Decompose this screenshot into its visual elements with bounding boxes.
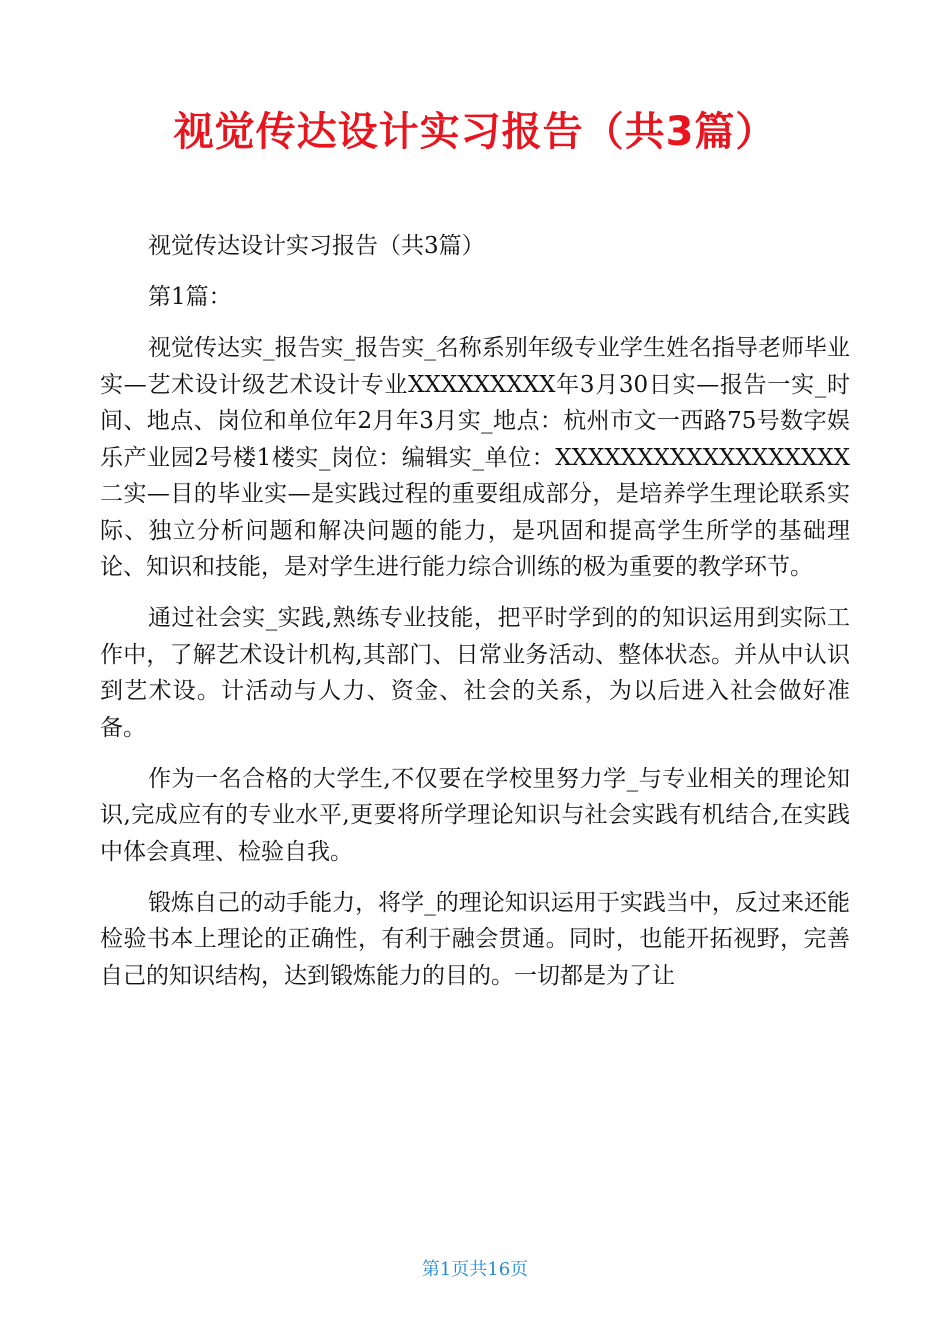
paragraph-social-practice: 通过社会实_实践,熟练专业技能，把平时学到的的知识运用到实际工作中，了解艺术设计机构,其部门、日常业务活动、整体状态。并从中认识到艺术设。计活动与人力、资金、社会的关系，为以后进入社会做好准备。 xyxy=(100,605,850,741)
paragraph-report-info: 视觉传达实_报告实_报告实_名称系别年级专业学生姓名指导老师毕业实—艺术设计级艺术设计专业XXXXXXXXX年3月30日实—报告一实_时间、地点、岗位和单位年2月年3月实_地点：杭州市文一西路75号数字娱乐产业园2号楼1楼实_岗位：编辑实_单位：XXXXXXXXXXXXXXXXXX二实—目的毕业实—是实践过程的重要组成部分，是培养学生理论联系实际、独立分析问题和解决问题的能力，是巩固和提高学生所学的基础理论、知识和技能，是对学生进行能力综合训练的极为重要的教学环节。 xyxy=(100,335,850,580)
document-body xyxy=(100,228,850,1009)
paragraph-qualified-student: 作为一名合格的大学生,不仅要在学校里努力学_与专业相关的理论知识,完成应有的专业水平,更要将所学理论知识与社会实践有机结合,在实践中体会真理、检验自我。 xyxy=(100,765,850,865)
page-footer: 第1页共16页 xyxy=(421,1259,529,1280)
paragraph-subtitle: 视觉传达设计实习报告（共3篇） xyxy=(148,233,485,259)
document-title: 视觉传达设计实习报告（共3篇） xyxy=(173,109,777,155)
paragraph-hands-on-ability: 锻炼自己的动手能力，将学_的理论知识运用于实践当中，反过来还能检验书本上理论的正确性，有利于融会贯通。同时，也能开拓视野，完善自己的知识结构，达到锻炼能力的目的。一切都是为了让 xyxy=(100,889,850,989)
paragraph-section-label: 第1篇： xyxy=(148,284,232,310)
